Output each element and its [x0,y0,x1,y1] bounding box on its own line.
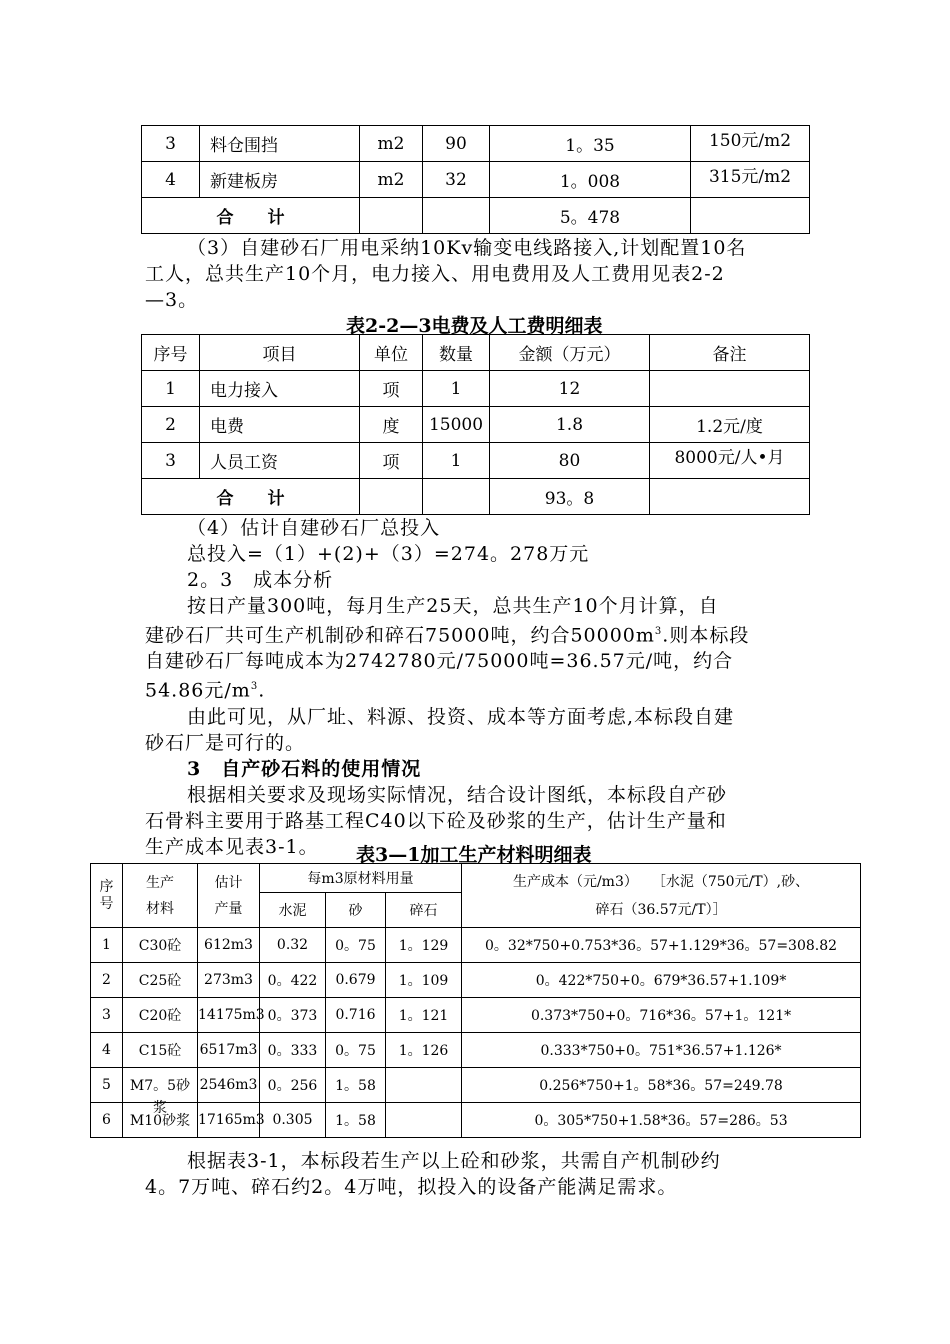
closing-paragraph: 根据表3-1，本标段若生产以上砼和砂浆，共需自产机制砂约 4。7万吨、碎石约2。4万吨，拟投入的设备产能满足需求。 [145,1150,721,1198]
table-row: 1 C30砼 612m3 0.32 0。75 1。129 0。32*750+0.753*36。57+1.129*36。57=308.82 [91,928,861,963]
table-row: 6 M10砂浆 17165m3 0.305 1。58 0。305*750+1.58*36。57=286。53 [91,1103,861,1138]
cell-amount: 12 [490,371,650,407]
table3-title: 表3—1加工生产材料明细表 [356,844,592,866]
section-cost-analysis: （4）估计自建砂石厂总投入 总投入=（1）+(2)+（3）=274。278万元 2。3 成本分析 按日产量300吨，每月生产25天，总共生产10个月计算，自 建砂石厂共可生产机制砂和碎石75000吨，约合$50000m^3$.则本标段 自建砂石厂每吨成本为2742780元/75000吨=36.57元/吨，约合 54.86元$/m^3$. 由此可见，从厂址、料源、投资、成本等方面考虑,本标段自建 砂石厂是可行的。 3 自产砂石料的使用情况 根据相关要求及现场实际情况，结合设计图纸，本标段自产砂 石骨料主要用于路基工程C40以下砼及砂浆的生产，估计生产量和 生产成本见表3-1。 [145,517,750,858]
total-amount: 5。478 [490,198,691,234]
cell-note: 1.2元/度 [650,407,810,443]
cell-qty: 15000 [423,407,490,443]
table-row [142,126,810,162]
cell-unit: m2 [360,126,423,162]
table-row [142,162,810,198]
table-row: 4 C15砼 6517m3 0。333 0。75 1。126 0.333*750+0。751*36.57+1.126* [91,1033,861,1068]
table-row [142,407,810,443]
materials-table [90,863,861,1138]
table2-title: 表2-2—3电费及人工费明细表 [346,315,603,337]
cell-no: 2 [142,407,200,443]
cell-no: 4 [142,162,200,198]
header-unit: 单位 [360,335,423,371]
header-qty: 数量 [423,335,490,371]
cell-qty: 90 [423,126,490,162]
cell-note: 150元/m2 [691,126,810,162]
table-total-row [142,479,810,515]
header-item: 项目 [200,335,360,371]
cell-item: 人员工资 [200,443,360,479]
table-header-row [142,335,810,371]
cell-unit: 度 [360,407,423,443]
header-raw-material: 每m3原材料用量 [260,864,462,893]
header-note: 备注 [650,335,810,371]
header-no: 序号 [142,335,200,371]
cell-amount: 80 [490,443,650,479]
table-row: 3 C20砼 14175m3 0。373 0.716 1。121 0.373*750+0。716*36。57+1。121* [91,998,861,1033]
electricity-labor-table [141,334,810,515]
paragraph-electricity: （3）自建砂石厂用电采纳10Kv输变电线路接入,计划配置10名 工人，总共生产10个月，电力接入、用电费用及人工费用见表2-2 —3。 [145,237,747,311]
header-amount: 金额（万元） [490,335,650,371]
cell-item: 新建板房 [200,162,360,198]
header-no: 序号 [91,864,123,928]
table-row: 5 M7。5砂浆 2546m3 0。256 1。58 0.256*750+1。58*36。57=249.78 [91,1068,861,1103]
total-label: 合 计 [142,479,360,515]
cost-table-continuation [141,125,810,234]
cell-amount: 1.8 [490,407,650,443]
header-cement: 水泥 [260,893,326,928]
cell-amount: 1。008 [490,162,691,198]
cell-no: 1 [142,371,200,407]
table-row: 2 C25砼 273m3 0。422 0.679 1。109 0。422*750+0。679*36.57+1.109* [91,963,861,998]
header-output: 估计产量 [198,864,260,928]
section-heading-3: 3 自产砂石料的使用情况 [187,757,422,780]
cell-no: 3 [142,443,200,479]
cell-amount: 1。35 [490,126,691,162]
cell-unit: m2 [360,162,423,198]
header-gravel: 碎石 [386,893,462,928]
cell-item: 电费 [200,407,360,443]
total-amount: 93。8 [490,479,650,515]
cell-qty: 32 [423,162,490,198]
cell-note [650,371,810,407]
cell-unit: 项 [360,371,423,407]
header-material: 生产材料 [123,864,198,928]
cell-note: 315元/m2 [691,162,810,198]
cell-qty: 1 [423,443,490,479]
header-sand: 砂 [326,893,386,928]
cell-qty: 1 [423,371,490,407]
cell-item: 料仓围挡 [200,126,360,162]
cell-unit: 项 [360,443,423,479]
cell-no: 3 [142,126,200,162]
header-cost: 生产成本（元/m3） ［水泥（750元/T）,砂、 碎石（36.57元/T）］ [462,864,861,928]
table-row [142,371,810,407]
total-label: 合 计 [142,198,360,234]
table-total-row [142,198,810,234]
cell-note: 8000元/人•月 [650,443,810,479]
table-header-row [91,864,861,893]
table-row [142,443,810,479]
cell-item: 电力接入 [200,371,360,407]
